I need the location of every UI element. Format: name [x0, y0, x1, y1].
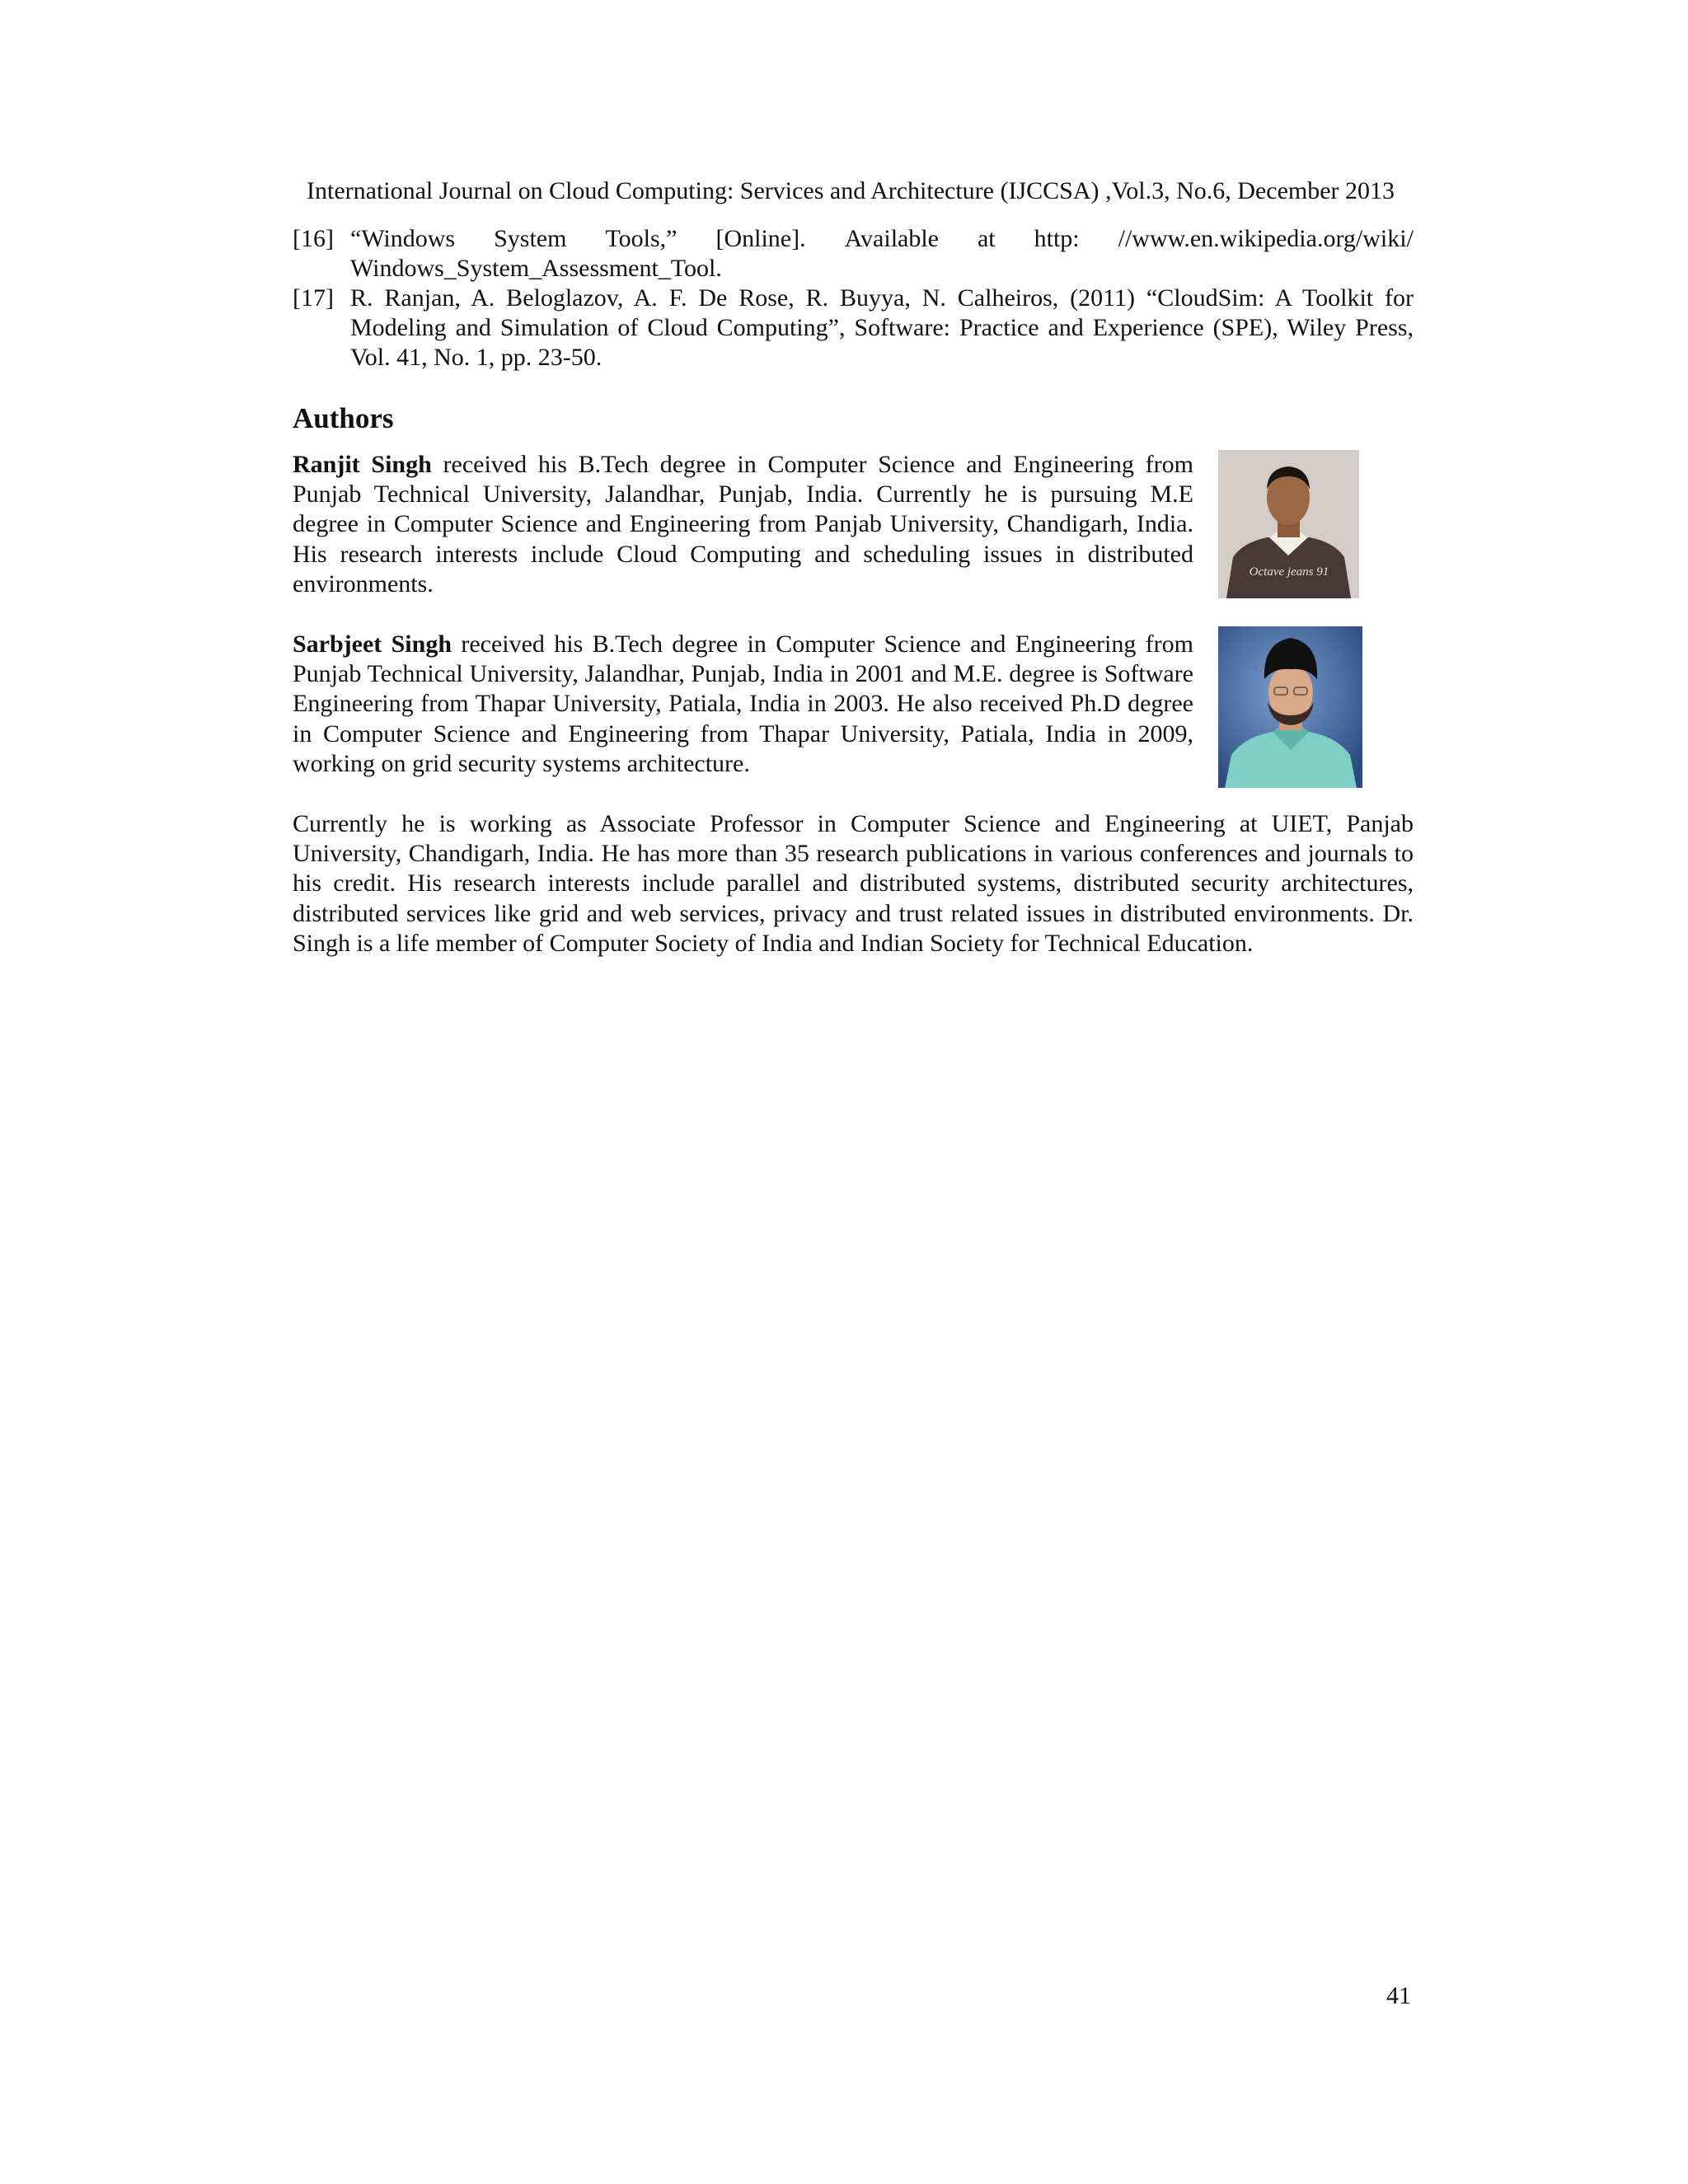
reference-16: [293, 224, 1414, 284]
reference-17: [293, 284, 1414, 373]
reference-number: [17]: [293, 284, 334, 312]
author-bio-ranjit-singh: [293, 450, 1193, 599]
authors-heading: Authors: [293, 402, 394, 434]
reference-16-line2: Windows_System_Assessment_Tool.: [350, 255, 722, 282]
author-bio-continuation: Currently he is working as Associate Professor in Computer Science and Engineering at UIET, Panjab University, Chandigarh, India. He has more than 35 research publications in various conferences and journals to his credit. His research interests include parallel and distributed systems, distributed security architectures, distributed services like grid and web services, privacy and trust related issues in distributed environments. Dr. Singh is a life member of Computer Society of India and Indian Society for Technical Education.: [293, 810, 1414, 957]
reference-17-text: R. Ranjan, A. Beloglazov, A. F. De Rose, R. Buyya, N. Calheiros, (2011) “CloudSim: A Toolkit for Modeling and Simulation of Cloud Computing”, Software: Practice and Experience (SPE), Wiley Press, Vol. 41, No. 1, pp. 23-50.: [350, 284, 1414, 371]
author-bio-text: received his B.Tech degree in Computer Science and Engineering from Punjab Technical University, Jalandhar, Punjab, India. Currently he is pursuing M.E degree in Computer Science and Engineering from Panjab University, Chandigarh, India. His research interests include Cloud Computing and scheduling issues in distributed environments.: [293, 451, 1193, 598]
shirt-print: Octave jeans 91: [1249, 565, 1329, 579]
page-number: 41: [1386, 1982, 1411, 2009]
author-name: Ranjit Singh: [293, 451, 432, 478]
author-photo-ranjit-singh: [1218, 450, 1359, 598]
author-name: Sarbjeet Singh: [293, 630, 452, 658]
reference-number: [16]: [293, 225, 334, 252]
portrait-icon: [1218, 450, 1359, 598]
portrait-icon: [1218, 626, 1362, 788]
author-bio-sarbjeet-singh: [293, 630, 1193, 779]
author-photo-sarbjeet-singh: [1218, 626, 1362, 788]
running-header: International Journal on Cloud Computing: Services and Architecture (IJCCSA) ,Vol.3, No.6, December 2013: [307, 177, 1395, 204]
author-bio-text: received his B.Tech degree in Computer Science and Engineering from Punjab Technical University, Jalandhar, Punjab, India in 2001 and M.E. degree is Software Engineering from Thapar University, Patiala, India in 2003. He also received Ph.D degree in Computer Science and Engineering from Thapar University, Patiala, India in 2009, working on grid security systems architecture.: [293, 630, 1193, 777]
reference-16-line1: “Windows System Tools,” [Online]. Available at http: //www.en.wikipedia.org/wiki/: [350, 225, 1414, 252]
